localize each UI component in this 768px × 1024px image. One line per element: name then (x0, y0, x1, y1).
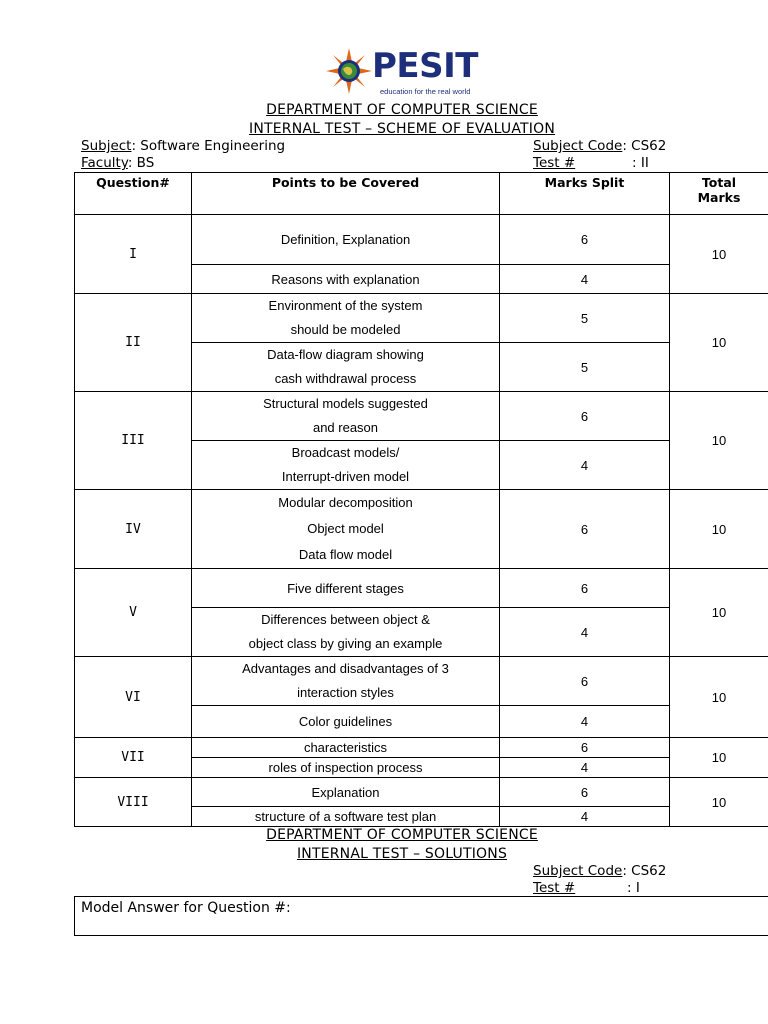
points-line: Differences between object & (261, 612, 430, 627)
marks-split-cell: 6 (500, 778, 670, 807)
solutions-title: INTERNAL TEST – SOLUTIONS (296, 846, 508, 862)
points-line: Data flow model (298, 547, 393, 562)
total-marks-cell: 10 (670, 392, 768, 490)
test-number-label: Test # (533, 155, 576, 171)
points-cell (192, 738, 500, 758)
points-cell (192, 265, 500, 294)
marks-split-cell: 6 (500, 392, 670, 441)
points-cell (192, 778, 500, 807)
points-line: Reasons with explanation (271, 271, 420, 287)
table-row (75, 392, 768, 441)
question-number: VIII (75, 778, 192, 827)
department-title: DEPARTMENT OF COMPUTER SCIENCE (266, 102, 538, 118)
points-line: Data-flow diagram showing (267, 347, 424, 362)
points-line: Interrupt-driven model (281, 469, 410, 484)
question-number: VI (75, 657, 192, 738)
test-number-line (533, 155, 649, 171)
total-marks-cell: 10 (670, 215, 768, 294)
table-row (75, 215, 768, 265)
marks-split-cell: 6 (500, 215, 670, 265)
question-number: VII (75, 738, 192, 778)
solutions-test-number-line (533, 880, 640, 896)
points-line: roles of inspection process (268, 760, 423, 775)
subject-code-value: : CS62 (622, 138, 667, 154)
header-question: Question# (75, 173, 192, 215)
marks-split-cell: 4 (500, 758, 670, 778)
points-line: Definition, Explanation (280, 232, 411, 247)
total-marks-cell: 10 (670, 738, 768, 778)
points-line: Object model (307, 521, 384, 536)
points-line: should be modeled (290, 322, 401, 337)
question-number: III (75, 392, 192, 490)
table-row (75, 294, 768, 343)
faculty-label: Faculty (81, 155, 128, 171)
model-answer-box (74, 896, 768, 936)
table-row (75, 778, 768, 807)
points-cell (192, 657, 500, 706)
logo-tagline: education for the real world (380, 87, 471, 96)
points-cell (192, 294, 500, 343)
test-number-value: : II (632, 155, 649, 171)
table-header-row (75, 173, 768, 215)
sun-globe-icon (326, 48, 372, 94)
solutions-subject-code-label: Subject Code (533, 863, 623, 879)
points-cell (192, 807, 500, 827)
points-line: Modular decomposition (278, 495, 413, 510)
model-answer-label: Model Answer for Question #: (81, 900, 291, 916)
table-row (75, 738, 768, 758)
marks-split-cell: 4 (500, 608, 670, 657)
subject-value: : Software Engineering (131, 138, 286, 154)
total-marks-cell: 10 (670, 657, 768, 738)
header-points: Points to be Covered (192, 173, 500, 215)
subject-code-label: Subject Code (533, 138, 623, 154)
subject-line (81, 138, 285, 154)
solutions-test-number-value: : I (627, 880, 640, 896)
points-line: Color guidelines (298, 714, 393, 729)
faculty-line (81, 155, 154, 171)
question-number: II (75, 294, 192, 392)
subject-label: Subject (81, 138, 132, 154)
points-line: interaction styles (297, 685, 394, 700)
marks-split-cell: 6 (500, 490, 670, 569)
points-cell (192, 706, 500, 738)
total-marks-cell: 10 (670, 569, 768, 657)
marks-split-cell: 5 (500, 294, 670, 343)
points-cell (192, 758, 500, 778)
scheme-table (74, 172, 768, 827)
subject-code-line (533, 138, 666, 154)
question-number: I (75, 215, 192, 294)
table-row (75, 569, 768, 608)
marks-split-cell: 4 (500, 441, 670, 490)
points-cell (192, 343, 500, 392)
test-title: INTERNAL TEST – SCHEME OF EVALUATION (248, 121, 555, 137)
logo-wordmark: PESIT (372, 46, 478, 86)
points-line: Advantages and disadvantages of 3 (242, 661, 449, 676)
points-cell (192, 392, 500, 441)
points-cell (192, 490, 500, 569)
points-line: structure of a software test plan (254, 809, 437, 824)
points-line: characteristics (303, 740, 388, 755)
table-row (75, 657, 768, 706)
marks-split-cell: 4 (500, 706, 670, 738)
header-marks-split: Marks Split (500, 173, 670, 215)
points-line: Explanation (311, 784, 380, 800)
points-line: Broadcast models/ (291, 445, 400, 460)
question-number: IV (75, 490, 192, 569)
points-line: and reason (312, 420, 379, 435)
marks-split-cell: 4 (500, 807, 670, 827)
points-line: Five different stages (287, 580, 404, 596)
points-line: cash withdrawal process (274, 371, 417, 386)
header-total-marks: Total Marks (670, 173, 768, 215)
table-row (75, 490, 768, 569)
points-cell (192, 215, 500, 265)
solutions-test-number-label: Test # (533, 880, 576, 896)
total-marks-cell: 10 (670, 778, 768, 827)
solutions-subject-code-value: : CS62 (622, 863, 667, 879)
marks-split-cell: 4 (500, 265, 670, 294)
solutions-department-title: DEPARTMENT OF COMPUTER SCIENCE (266, 827, 538, 843)
question-number: V (75, 569, 192, 657)
solutions-subject-code-line (533, 863, 666, 879)
points-line: object class by giving an example (248, 636, 443, 651)
points-line: Environment of the system (268, 298, 423, 313)
points-cell (192, 441, 500, 490)
faculty-value: : BS (127, 155, 155, 171)
marks-split-cell: 5 (500, 343, 670, 392)
total-marks-cell: 10 (670, 294, 768, 392)
marks-split-cell: 6 (500, 569, 670, 608)
marks-split-cell: 6 (500, 738, 670, 758)
total-marks-cell: 10 (670, 490, 768, 569)
points-cell (192, 569, 500, 608)
points-line: Structural models suggested (263, 396, 428, 411)
points-cell (192, 608, 500, 657)
marks-split-cell: 6 (500, 657, 670, 706)
